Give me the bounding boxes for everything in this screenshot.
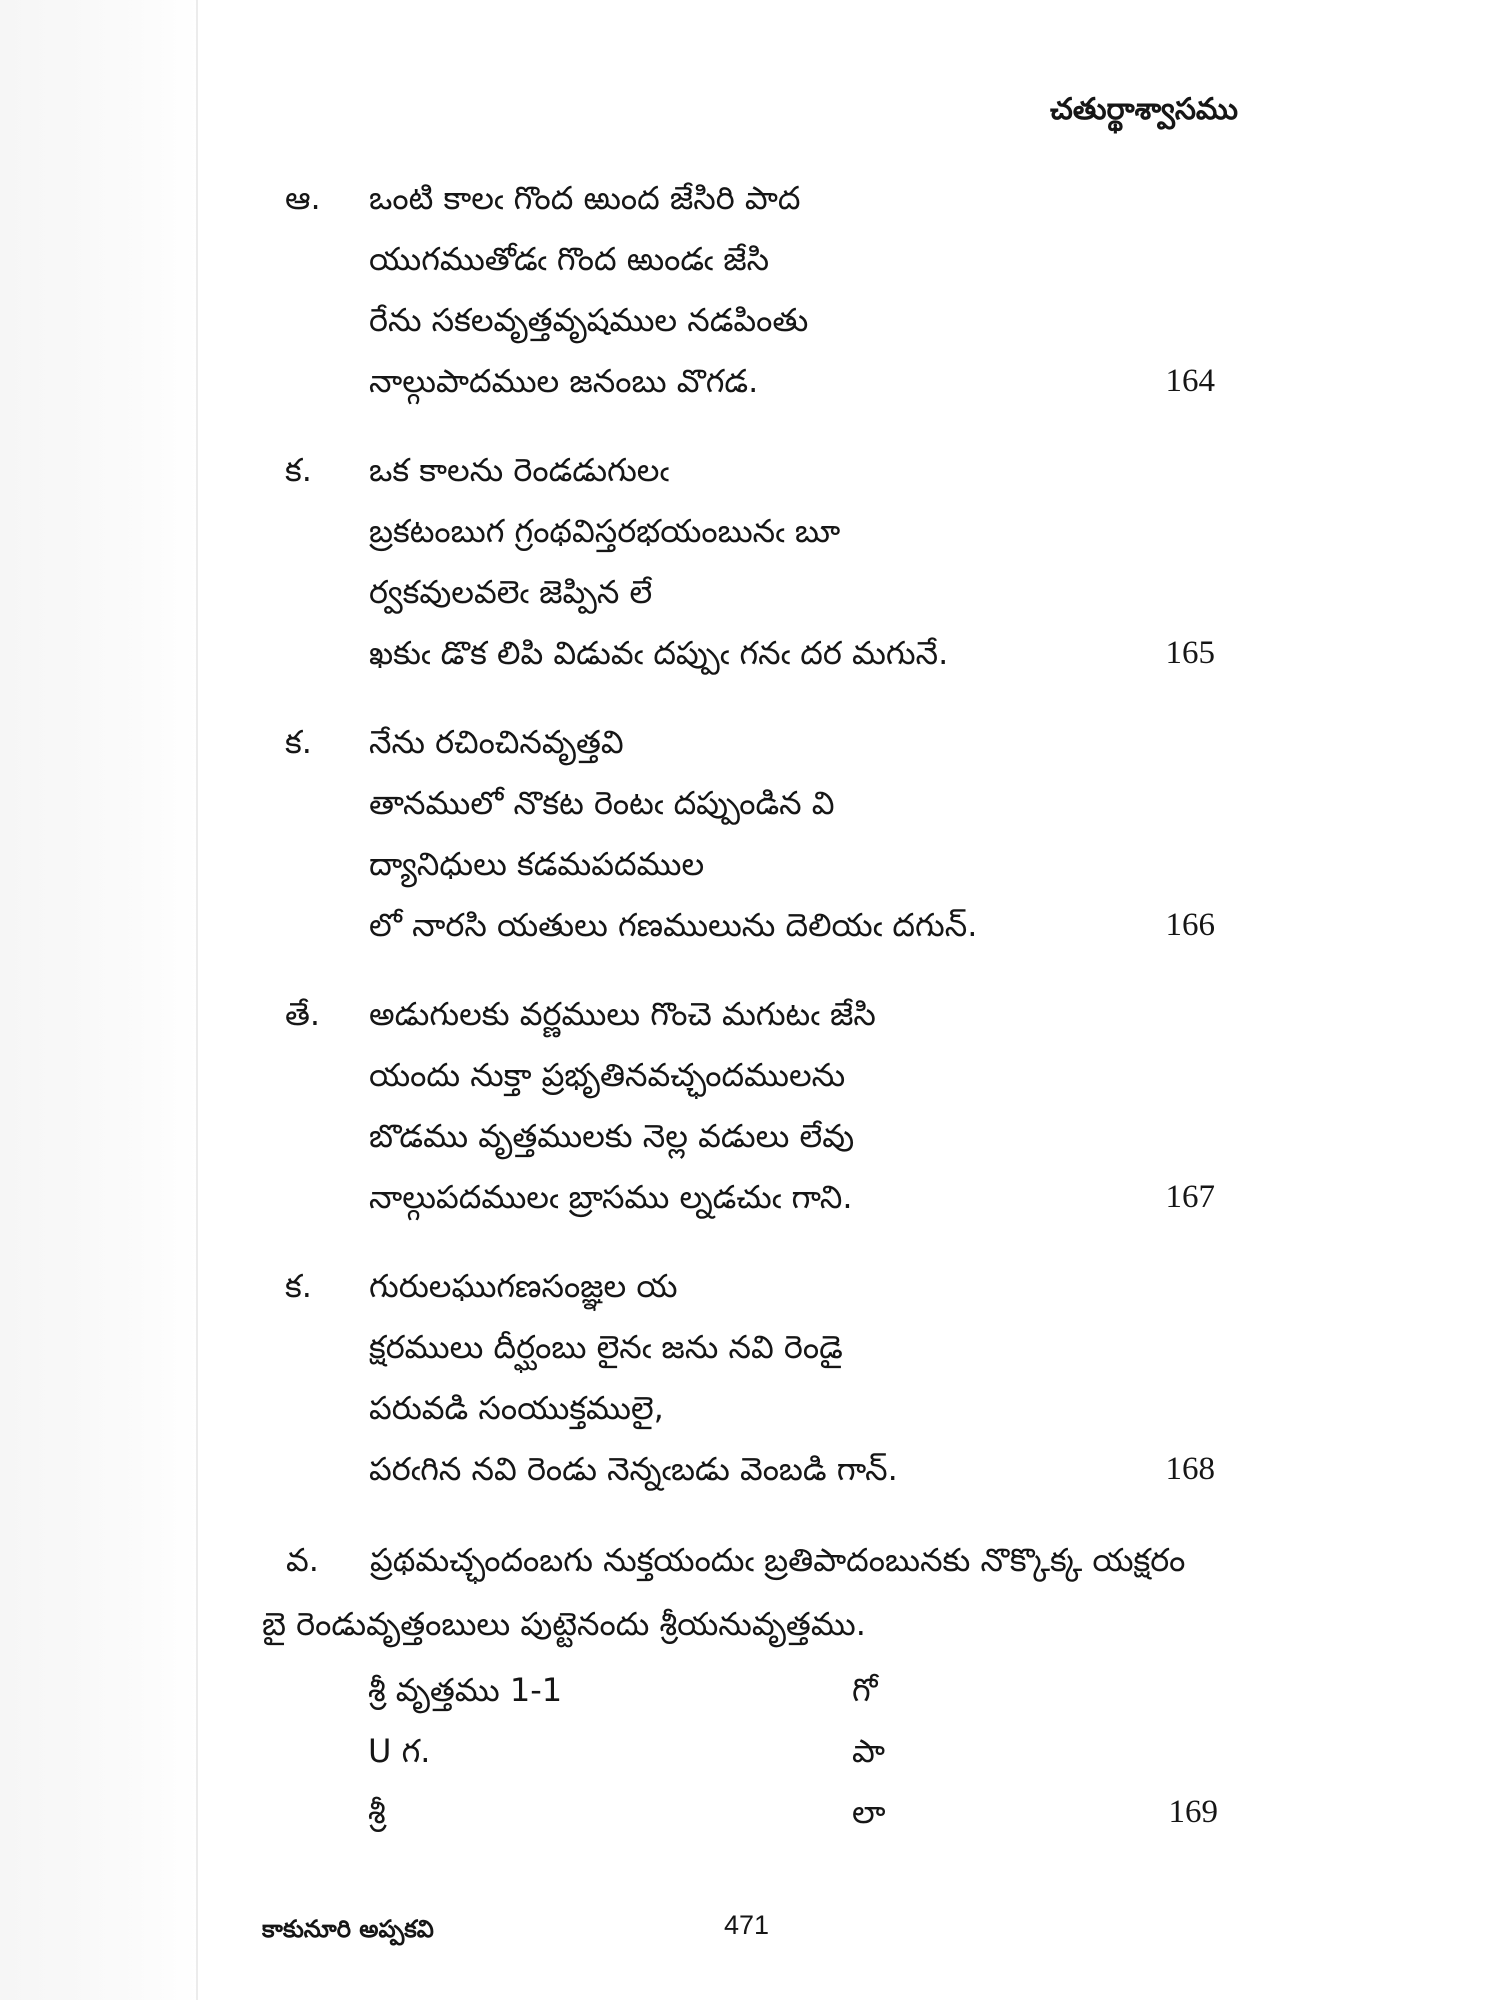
verse-text: క్షరములు దీర్ఘంబు లైనఁ జను నవి రెండై [369, 1328, 843, 1366]
verse-number: 164 [1165, 363, 1215, 399]
verse-text: ఖకుఁ డొక లిపి విడువఁ దప్పుఁ గనఁ దర మగునే. [369, 634, 949, 672]
prose-label: వ. [286, 1541, 319, 1579]
verse-text: నేను రచించినవృత్తవి [369, 723, 624, 761]
verse-text: యందు నుక్తా ప్రభృతినవచ్ఛందములను [369, 1056, 846, 1094]
verse-text: గురులఘుగణసంజ్ఞల య [369, 1267, 678, 1305]
verse-line [285, 1045, 1215, 1106]
verse-text: లో నారసి యతులు గణములును దెలియఁ దగున్. [369, 906, 978, 944]
verse-line [285, 1317, 1215, 1378]
verse-line [285, 773, 1215, 834]
meter-row [368, 1782, 1218, 1843]
verse-line [285, 984, 1215, 1045]
verse-text: పరువడి సంయుక్తములై, [369, 1389, 664, 1427]
verse-number: 168 [1165, 1451, 1215, 1487]
verse-line [285, 168, 1215, 229]
verse-line [285, 229, 1215, 290]
verse-text: తానములో నొకట రెంటఁ దప్పుండిన వి [369, 784, 835, 822]
verse-line [285, 290, 1215, 351]
verse-text: బొడము వృత్తములకు నెల్ల వడులు లేవు [369, 1117, 855, 1155]
verse-text: రేను సకలవృత్తవృషముల నడపింతు [369, 301, 809, 339]
meter-row [368, 1660, 1218, 1721]
verse-label: క. [285, 723, 312, 761]
verse-number: 165 [1165, 635, 1215, 671]
meter-pattern: U గ. [368, 1732, 431, 1770]
verse-167 [285, 984, 1215, 1228]
verse-label: క. [285, 451, 312, 489]
verse-line [285, 351, 1215, 412]
verse-text: యుగముతోడఁ గొంద ఱుండఁ జేసి [369, 240, 770, 278]
verse-line [285, 440, 1215, 501]
meter-row [368, 1721, 1218, 1782]
verse-text: నాల్గుపాదముల జనంబు వొగడ. [369, 362, 759, 400]
meter-syllable: లా [852, 1793, 886, 1831]
footer-author: కాకునూరి అప్పకవి [262, 1915, 434, 1943]
verse-line [285, 834, 1215, 895]
running-header: చతుర్థాశ్వాసము [1049, 92, 1238, 127]
verse-text: ద్యానిధులు కడమపదముల [369, 845, 705, 883]
meter-syllable: పా [852, 1732, 885, 1770]
verse-text: ఒంటి కాలఁ గొంద ఱుంద జేసిరి పాద [369, 179, 801, 217]
prose-line [262, 1528, 1222, 1592]
verse-168 [285, 1256, 1215, 1500]
verse-text: పరఁగిన నవి రెండు నెన్నఁబడు వెంబడి గాన్. [369, 1450, 898, 1488]
page-left-edge [0, 0, 200, 2000]
verse-line [285, 501, 1215, 562]
verse-line [285, 562, 1215, 623]
prose-passage [262, 1528, 1222, 1656]
meter-syllable: గో [852, 1671, 878, 1709]
verse-line [285, 712, 1215, 773]
verse-label: క. [285, 1267, 312, 1305]
meter-name: శ్రీ వృత్తము 1-1 [368, 1671, 563, 1709]
verse-text: ర్వకవులవలెఁ జెప్పిన లే [369, 573, 653, 611]
prose-line [262, 1592, 1222, 1656]
verse-line [285, 895, 1215, 956]
prose-text: బై రెండువృత్తంబులు పుట్టెనందు శ్రీయనువృత్తము. [262, 1605, 866, 1643]
verse-line [285, 1167, 1215, 1228]
verse-label: తే. [285, 995, 321, 1033]
verse-text: అడుగులకు వర్ణములు గొంచె మగుటఁ జేసి [369, 995, 876, 1033]
verse-line [285, 1106, 1215, 1167]
verse-line [285, 1378, 1215, 1439]
verse-line [285, 1256, 1215, 1317]
verse-165 [285, 440, 1215, 684]
verse-text: బ్రకటంబుగ గ్రంథవిస్తరభయంబునఁ బూ [369, 512, 841, 550]
verse-line [285, 1439, 1215, 1500]
verse-number: 166 [1165, 907, 1215, 943]
verse-number: 167 [1165, 1179, 1215, 1215]
verse-164 [285, 168, 1215, 412]
prose-text: ప్రథమచ్ఛందంబగు నుక్తయందుఁ బ్రతిపాదంబునకు నొక్కొక్క యక్షరం [370, 1541, 1186, 1579]
meter-table [368, 1660, 1218, 1843]
page-number: 471 [724, 1910, 770, 1940]
verse-line [285, 623, 1215, 684]
verse-166 [285, 712, 1215, 956]
verse-text: ఒక కాలను రెండడుగులఁ [369, 451, 669, 489]
meter-example: శ్రీ [368, 1793, 386, 1831]
verse-text: నాల్గుపదములఁ బ్రాసము ల్నడచుఁ గాని. [369, 1178, 853, 1216]
verse-number: 169 [1168, 1794, 1218, 1830]
verse-label: ఆ. [285, 179, 321, 217]
